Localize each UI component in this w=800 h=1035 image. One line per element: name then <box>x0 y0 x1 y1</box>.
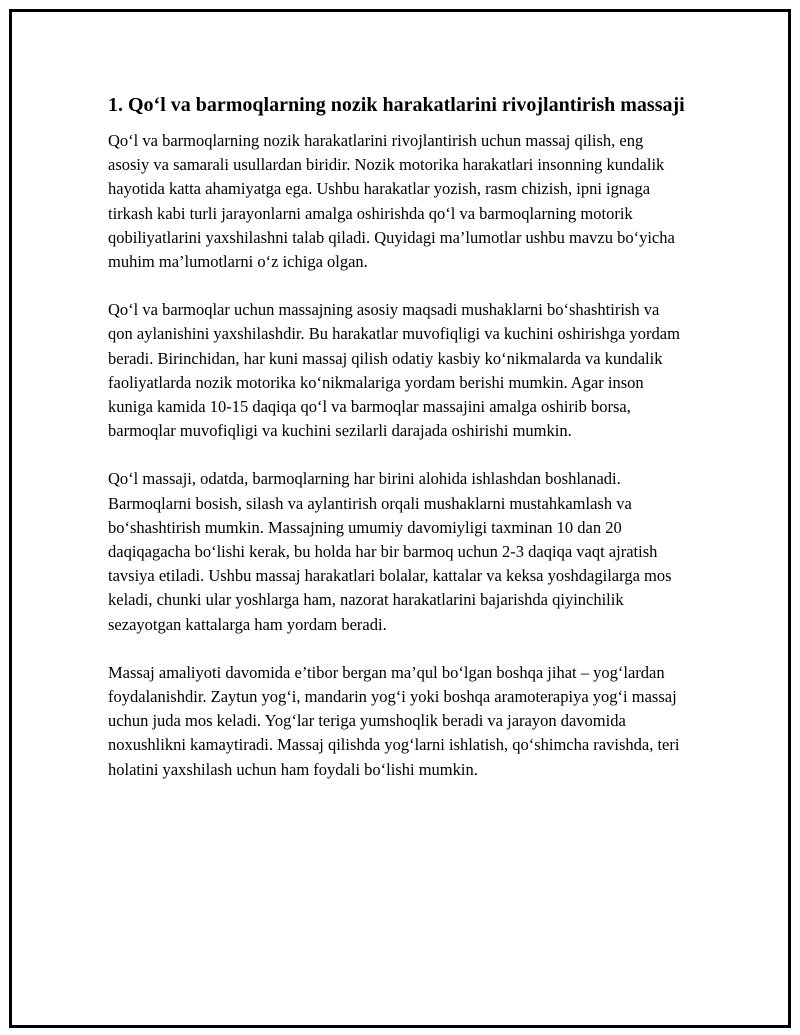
paragraph-1: Qo‘l va barmoqlarning nozik harakatlarini rivojlantirish uchun massaj qilish, eng asosiy va samarali usullardan biridir. Nozik motorika harakatlari insonning kundalik hayotida katta ahamiyatga ega. Ushbu harakatlar yozish, rasm chizish, ipni ignaga tirkash kabi turli jarayonlarni amalga oshirishda qo‘l va barmoqlarning motorik qobiliyatlarini yaxshilashni talab qiladi. Quyidagi ma’lumotlar ushbu mavzu bo‘yicha muhim ma’lumotlarni o‘z ichiga olgan. <box>108 131 675 272</box>
paragraph-2: Qo‘l va barmoqlar uchun massajning asosiy maqsadi mushaklarni bo‘shashtirish va qon aylanishini yaxshilashdir. Bu harakatlar muvofiqligi va kuchini oshirishga yordam beradi. Birinchidan, har kuni massaj qilish odatiy kasbiy ko‘nikmalarda va kundalik faoliyatlarda nozik motorika ko‘nikmalariga yordam berishi mumkin. Agar inson kuniga kamida 10-15 daqiqa qo‘l va barmoqlar massajini amalga oshirib borsa, barmoqlar muvofiqligi va kuchini sezilarli darajada oshirishi mumkin. <box>108 300 680 441</box>
document-title: 1. Qo‘l va barmoqlarning nozik harakatlarini rivojlantirish massaji <box>108 94 685 116</box>
document-body <box>108 92 688 806</box>
paragraph-4: Massaj amaliyoti davomida e’tibor bergan ma’qul bo‘lgan boshqa jihat – yog‘lardan foydalanishdir. Zaytun yog‘i, mandarin yog‘i yoki boshqa aramoterapiya yog‘i massaj uchun juda mos keladi. Yog‘lar teriga yumshoqlik beradi va jarayon davomida noxushlikni kamaytiradi. Massaj qilishda yog‘larni ishlatish, qo‘shimcha ravishda, teri holatini yaxshilash uchun ham foydali bo‘lishi mumkin. <box>108 662 680 779</box>
paragraph-3: Qo‘l massaji, odatda, barmoqlarning har birini alohida ishlashdan boshlanadi. Barmoqlarni bosish, silash va aylantirish orqali mushaklarni mustahkamlash va bo‘shashtirish mumkin. Massajning umumiy davomiyligi taxminan 10 dan 20 daqiqagacha bo‘lishi kerak, bu holda har bir barmoq uchun 2-3 daqiqa vaqt ajratish tavsiya etiladi. Ushbu massaj harakatlari bolalar, kattalar va keksa yoshdagilarga mos keladi, chunki ular yoshlarga ham, nazorat harakatlarini bajarishda qiyinchilik sezayotgan kattalarga ham yordam beradi. <box>108 469 672 634</box>
